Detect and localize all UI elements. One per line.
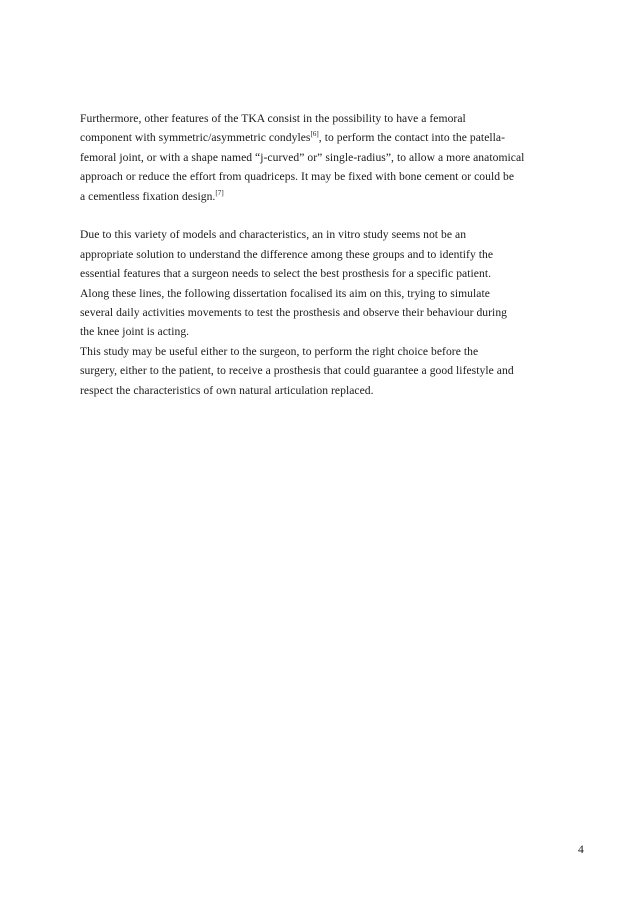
text-fragment: component with symmetric/asymmetric condyles	[80, 131, 311, 145]
text-line: surgery, either to the patient, to receive a prosthesis that could guarantee a good lifestyle and	[80, 364, 514, 378]
text-line	[80, 187, 596, 206]
text-line: appropriate solution to understand the difference among these groups and to identify the	[80, 247, 494, 261]
text-line: Furthermore, other features of the TKA consist in the possibility to have a femoral	[80, 112, 466, 125]
text-line: Along these lines, the following dissertation focalised its aim on this, trying to simulate	[80, 286, 490, 300]
text-line: approach or reduce the effort from quadriceps. It may be fixed with bone cement or could be	[80, 170, 515, 184]
text-fragment: a cementless fixation design.	[80, 189, 216, 203]
body-text	[80, 109, 596, 400]
text-line	[80, 128, 596, 147]
text-line: Due to this variety of models and characteristics, an in vitro study seems not be an	[80, 228, 467, 242]
paragraph-tka-features	[80, 109, 596, 206]
text-fragment: , to perform the contact into the patella-	[318, 131, 506, 145]
citation-6: [6]	[310, 130, 319, 139]
text-line: essential features that a surgeon needs to select the best prosthesis for a specific patient.	[80, 267, 492, 281]
text-line: femoral joint, or with a shape named “j-curved” or” single-radius”, to allow a more anatomical	[80, 150, 525, 164]
paragraph-study-usefulness	[80, 342, 596, 400]
citation-7: [7]	[215, 188, 224, 197]
text-line: respect the characteristics of own natural articulation replaced.	[80, 383, 374, 397]
text-line: several daily activities movements to test the prosthesis and observe their behaviour during	[80, 306, 508, 320]
paragraph-study-rationale	[80, 225, 596, 341]
page-number: 4	[578, 843, 584, 856]
text-line: the knee joint is acting.	[80, 325, 190, 339]
paragraph-spacer	[80, 206, 596, 225]
text-line: This study may be useful either to the surgeon, to perform the right choice before the	[80, 344, 479, 358]
